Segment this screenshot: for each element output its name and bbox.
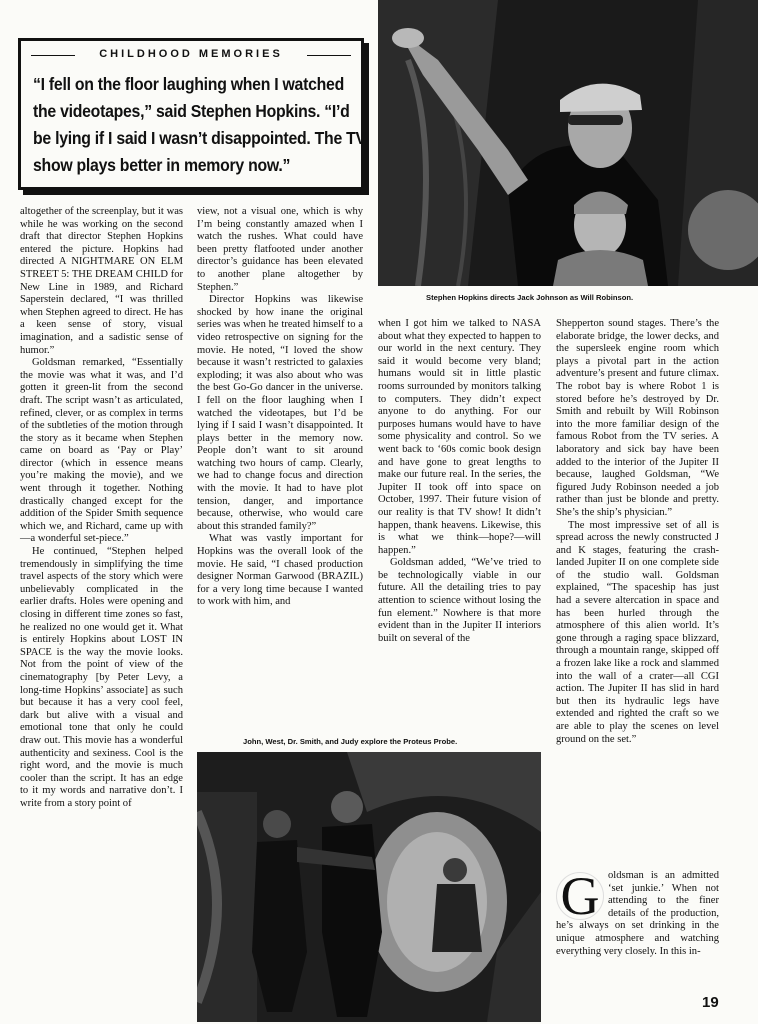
paragraph: Director Hopkins was likewise shocked by how inane the original series was when he treated himself to a video retrospective on signing for the movie. He noted, “I loved the show because it wasn’t restricted to galaxies exploding; it was also about who was the best Go-Go dancer in the universe. I fell on the floor laughing when I watched the videotapes, but I’d be lying if I said I wasn’t disappointed. It plays better in the memory now. People don’t want to sit around watching two hours of camp. Clearly, we had to change focus and direction with the movie. It had to have plot tension, danger, and importance because, otherwise, who would care about this stranded family?” <box>197 294 363 532</box>
paragraph: Goldsman added, “We’ve tried to be technologically viable in our future. All the detailing tries to pay attention to science without losing the fun element.” Nowhere is that more evident than in the Jupiter II interiors built on several of the <box>378 557 541 644</box>
top-photo-caption: Stephen Hopkins directs Jack Johnson as Will Robinson. <box>426 293 634 302</box>
dropcap-letter: G <box>556 872 604 920</box>
pull-quote-text: “I fell on the floor laughing when I watched the videotapes,” said Stephen Hopkins. “I’d be lying if I said I wasn’t disappointed. The TV show plays better in memory now.” <box>33 74 366 175</box>
paragraph: view, not a visual one, which is why I’m being constantly amazed when I watch the rushes. What could have been pretty flatfooted under another director’s guidance has been elevated to another plane altogether by Stephen.” <box>197 206 363 293</box>
proteus-probe-illustration <box>197 752 541 1022</box>
paragraph: What was vastly important for Hopkins was the overall look of the movie. He said, “I chased production designer Norman Garwood (BRAZIL) for a very long time because I wanted to work with him, and <box>197 533 363 608</box>
paragraph: The most impressive set of all is spread across the newly constructed J and K stages, featuring the crash-landed Jupiter II on one complete side of the studio wall. Goldsman explained, “The spaceship has just had a severe altercation in space and has been hurled through the atmosphere of this alien world. It’s gone through a raging space blizzard, through a mountain range, skipped off a frozen lake like a rock and slammed into the wall of a crater—all CGI action. The Jupiter II has slid in hard but then its hydraulic legs have extended and righted the craft so we are able to play the scenes on level ground on the set.” <box>556 519 719 745</box>
director-photo <box>378 0 758 286</box>
proteus-probe-photo <box>197 752 541 1022</box>
kicker-rule-right <box>307 55 351 56</box>
bottom-photo-caption: John, West, Dr. Smith, and Judy explore the Proteus Probe. <box>243 737 458 746</box>
pull-quote-box <box>18 38 364 190</box>
page-number: 19 <box>702 994 719 1011</box>
paragraph: oldsman is an admitted ‘set junkie.’ When not attending to the finer details of the production, he’s always on set drinking in the unique atmosphere and watching everything very closely. In this in- <box>556 870 719 957</box>
article-column-2 <box>197 206 363 609</box>
director-photo-illustration <box>378 0 758 286</box>
dropcap-paragraph <box>556 866 719 958</box>
article-column-4 <box>556 318 719 746</box>
sidebar-kicker: CHILDHOOD MEMORIES <box>99 48 283 60</box>
article-column-3 <box>378 318 541 645</box>
paragraph: when I got him we talked to NASA about what they expected to happen to our world in the next century. They said it would become very bland; humans would sit in little plastic rooms surrounded by monitors talking to computers. They didn’t expect anyone to do anything. For our purposes humans would have to have some physicality and control. So we went back to ‘60s comic book design and have gone to great lengths to make our future real. In the series, the Jupiter II took off into space on October, 1997. Their future vision of our reality is that TV show! It didn’t happen, thank heavens. Likewise, this is what we think—hope?—will happen.” <box>378 318 541 556</box>
paragraph: Shepperton sound stages. There’s the elaborate bridge, the lower decks, and the supersleek engine room which plays a pivotal part in the action adventure’s present and future climax. The robot bay is where Robot 1 is stored before he’s destroyed by Dr. Smith and rebuilt by Will Robinson into the more familiar design of the famous Robot from the TV series. A laboratory and sick bay have been added to the interior of the Jupiter II because, laughed Goldsman, “We figured Judy Robinson needed a job rather than just be blonde and pretty. She’s the ship’s physician.” <box>556 318 719 518</box>
paragraph: Goldsman remarked, “Essentially the movie was what it was, and I’d gotten it green-lit from the second draft. The script wasn’t as articulated, refined, clever, or as complex in terms of the subtleties of the motion through the story as it became when Stephen came on board as ‘Pay or Play’ director (which in essence means you’re making the movie), and we went through it together. Nothing drastically changed except for the addition of the Spider Smith sequence which we, and Richard, came up with—a wonderful set-piece.” <box>20 357 183 545</box>
paragraph: He continued, “Stephen helped tremendously in simplifying the time travel aspects of the story which were unbelievably complicated in the earlier drafts. Holes were opening and closing in different time zones so fast, he realized no one would get it. What is entirely Hopkins about LOST IN SPACE is the way the movie looks. Not from the point of view of the cinematography [by Peter Levy, a long-time Hopkins’ associate] as such but because it has a very cool feel, dark but alive with a visual and emotional tone that only he could draw out. This movie has a wonderful authenticity and sexiness. Cool is the right word, and the movie is much cooler than the script. It has an edge to it my words and narrative don’t. I write from a story point of <box>20 546 183 809</box>
article-column-1 <box>20 206 183 811</box>
paragraph: altogether of the screenplay, but it was while he was working on the second draft that director Stephen Hopkins entered the picture. Hopkins had directed A NIGHTMARE ON ELM STREET 5: THE DREAM CHILD for New Line in 1989, and Richard Saperstein declared, “I was thrilled when Stephen agreed to direct. He has a keen sense of story, visual imagination, and a sadistic sense of humor.” <box>20 206 183 356</box>
